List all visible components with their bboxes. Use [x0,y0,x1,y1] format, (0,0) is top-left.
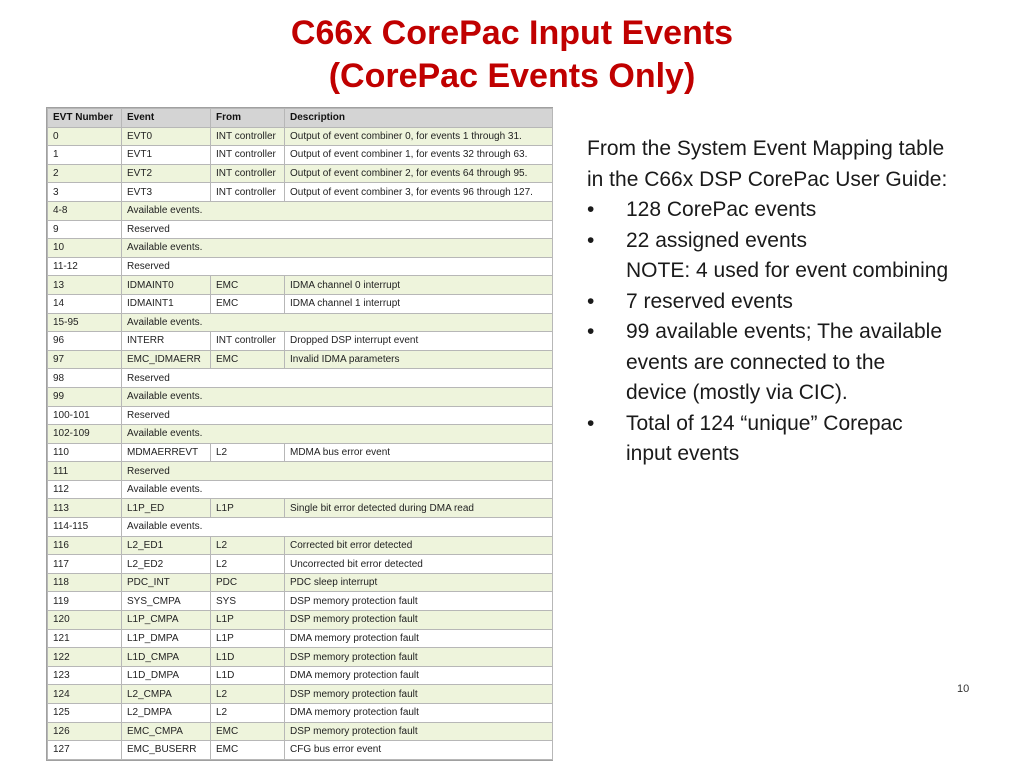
table-body [48,127,553,759]
table-cell: 125 [48,704,122,723]
table-cell: 13 [48,276,122,295]
table-cell: 15-95 [48,313,122,332]
table-cell: DMA memory protection fault [285,629,553,648]
table-row [48,239,553,258]
table-cell: Available events. [122,201,553,220]
bullet-text: events are connected to the [626,350,886,374]
table-cell: 96 [48,332,122,351]
table-cell: 121 [48,629,122,648]
table-cell: 4-8 [48,201,122,220]
table-cell: L1D_CMPA [122,648,211,667]
table-cell: 0 [48,127,122,146]
table-cell: L1D [211,648,285,667]
table-cell: 119 [48,592,122,611]
table-cell: Reserved [122,257,553,276]
bullet-text: input events [626,442,740,465]
table-header-row [48,109,553,128]
table-cell: INT controller [211,183,285,202]
table-cell: CFG bus error event [285,741,553,760]
table-cell: L2_DMPA [122,704,211,723]
bullet-icon: • [587,289,595,313]
event-mapping-table [46,107,553,761]
table-cell: L2 [211,555,285,574]
table-cell: EMC [211,276,285,295]
table-row [48,499,553,518]
table-cell: 14 [48,294,122,313]
table-cell: DSP memory protection fault [285,592,553,611]
bullet-text: device (mostly via CIC). [626,381,848,404]
header-evt-number: EVT Number [48,109,122,128]
table-cell: INTERR [122,332,211,351]
table-cell: 102-109 [48,425,122,444]
bullet-icon: • [587,198,595,221]
table-cell: SYS_CMPA [122,592,211,611]
table-cell: 1 [48,146,122,165]
table-cell: Output of event combiner 2, for events 64 through 95. [285,164,553,183]
table-cell: Available events. [122,480,553,499]
table-cell: 117 [48,555,122,574]
table-cell: Available events. [122,425,553,444]
bullet-text: 7 reserved events [626,289,793,313]
table-row [48,257,553,276]
table-cell: L1P_DMPA [122,629,211,648]
table-cell: EMC [211,294,285,313]
table-cell: IDMAINT0 [122,276,211,295]
table-cell: DMA memory protection fault [285,666,553,685]
table-cell: L2 [211,443,285,462]
table-cell: Output of event combiner 1, for events 32 through 63. [285,146,553,165]
table-cell: EMC_BUSERR [122,741,211,760]
table-cell: Available events. [122,239,553,258]
table-cell: Output of event combiner 3, for events 96 through 127. [285,183,553,202]
table-row [48,518,553,537]
table-cell: L2 [211,536,285,555]
table-cell: L1P [211,611,285,630]
table-cell: DSP memory protection fault [285,685,553,704]
table-cell: 2 [48,164,122,183]
table-row [48,722,553,741]
table-cell: EVT2 [122,164,211,183]
bullet-text: Total of 124 “unique” Corepac [626,411,903,435]
table-row [48,387,553,406]
table-cell: L2_ED1 [122,536,211,555]
table-cell: EMC_CMPA [122,722,211,741]
table-cell: 9 [48,220,122,239]
table-cell: IDMAINT1 [122,294,211,313]
table-row [48,555,553,574]
bullet-text: 128 CorePac events [626,198,817,221]
table-cell: L2 [211,704,285,723]
table-cell: Corrected bit error detected [285,536,553,555]
bullet-icon: • [587,228,595,252]
table-cell: L1P [211,499,285,518]
table-row [48,313,553,332]
table-cell: 10 [48,239,122,258]
table-cell: Output of event combiner 0, for events 1 through 31. [285,127,553,146]
table-row [48,369,553,388]
table-row [48,480,553,499]
table-cell: EMC [211,350,285,369]
table-cell: INT controller [211,164,285,183]
table-cell: MDMAERREVT [122,443,211,462]
slide-subtitle: (CorePac Events Only) [328,57,696,95]
table-cell: Available events. [122,387,553,406]
table-row [48,462,553,481]
notes-panel [587,134,1007,470]
table-cell: 122 [48,648,122,667]
table-cell: 100-101 [48,406,122,425]
list-item [587,409,1007,470]
bullet-text: 99 available events; The available [626,320,942,343]
table-cell: MDMA bus error event [285,443,553,462]
table-row [48,220,553,239]
table-row [48,276,553,295]
table-cell: PDC_INT [122,573,211,592]
notes-intro-line: From the System Event Mapping table [587,137,945,160]
table-cell: Reserved [122,369,553,388]
table-row [48,350,553,369]
table-cell: Available events. [122,518,553,537]
bullet-note: NOTE: 4 used for event combining [626,259,949,282]
bullet-icon: • [587,320,595,343]
table-cell: 97 [48,350,122,369]
table-cell: 3 [48,183,122,202]
table-cell: L1D [211,666,285,685]
bullet-text: 22 assigned events [626,228,807,252]
table-row [48,741,553,760]
table-cell: DSP memory protection fault [285,611,553,630]
table-row [48,406,553,425]
table-row [48,685,553,704]
header-description: Description [285,109,553,128]
table-row [48,294,553,313]
table-cell: 127 [48,741,122,760]
table-row [48,704,553,723]
header-from: From [211,109,285,128]
table-cell: 98 [48,369,122,388]
table-row [48,183,553,202]
table-cell: INT controller [211,146,285,165]
table-cell: EVT0 [122,127,211,146]
table-cell: L2 [211,685,285,704]
table-row [48,648,553,667]
table-row [48,573,553,592]
bullet-icon: • [587,411,595,435]
table-cell: 112 [48,480,122,499]
table-cell: L1P_CMPA [122,611,211,630]
table-cell: 110 [48,443,122,462]
table-row [48,666,553,685]
notes-bullet-list [587,195,1007,470]
table-cell: L1D_DMPA [122,666,211,685]
table-cell: SYS [211,592,285,611]
table-row [48,146,553,165]
table-cell: L2_ED2 [122,555,211,574]
table-cell: Uncorrected bit error detected [285,555,553,574]
table-cell: INT controller [211,332,285,351]
table-cell: 120 [48,611,122,630]
table-cell: 124 [48,685,122,704]
table-cell: DSP memory protection fault [285,648,553,667]
table-row [48,443,553,462]
list-item [587,287,1007,318]
table-cell: 11-12 [48,257,122,276]
table-row [48,164,553,183]
table-cell: 113 [48,499,122,518]
table-row [48,611,553,630]
page-number: 10 [957,683,970,695]
table-row [48,425,553,444]
table-row [48,629,553,648]
table-cell: Reserved [122,220,553,239]
table-cell: DMA memory protection fault [285,704,553,723]
table-row [48,536,553,555]
table-cell: L1P [211,629,285,648]
table-cell: EMC [211,741,285,760]
list-item [587,226,1007,287]
table-cell: INT controller [211,127,285,146]
table-cell: EMC_IDMAERR [122,350,211,369]
table-row [48,592,553,611]
table-cell: PDC sleep interrupt [285,573,553,592]
table-cell: 123 [48,666,122,685]
table-cell: Invalid IDMA parameters [285,350,553,369]
list-item [587,317,1007,409]
table-row [48,332,553,351]
table-cell: 126 [48,722,122,741]
table-cell: IDMA channel 0 interrupt [285,276,553,295]
table-cell: IDMA channel 1 interrupt [285,294,553,313]
table-cell: Available events. [122,313,553,332]
table-cell: 99 [48,387,122,406]
table-cell: 114-115 [48,518,122,537]
header-event: Event [122,109,211,128]
table-cell: 118 [48,573,122,592]
table-cell: L1P_ED [122,499,211,518]
table-cell: Reserved [122,462,553,481]
table-cell: EVT3 [122,183,211,202]
table-cell: Single bit error detected during DMA read [285,499,553,518]
table-cell: PDC [211,573,285,592]
slide-title: C66x CorePac Input Events [290,14,734,52]
table-cell: DSP memory protection fault [285,722,553,741]
table-cell: Dropped DSP interrupt event [285,332,553,351]
table-cell: L2_CMPA [122,685,211,704]
table-cell: Reserved [122,406,553,425]
table-cell: EMC [211,722,285,741]
table-cell: 111 [48,462,122,481]
table-cell: 116 [48,536,122,555]
table-row [48,201,553,220]
list-item [587,195,1007,226]
table-cell: EVT1 [122,146,211,165]
table-row [48,127,553,146]
notes-intro-line: in the C66x DSP CorePac User Guide: [587,167,948,191]
